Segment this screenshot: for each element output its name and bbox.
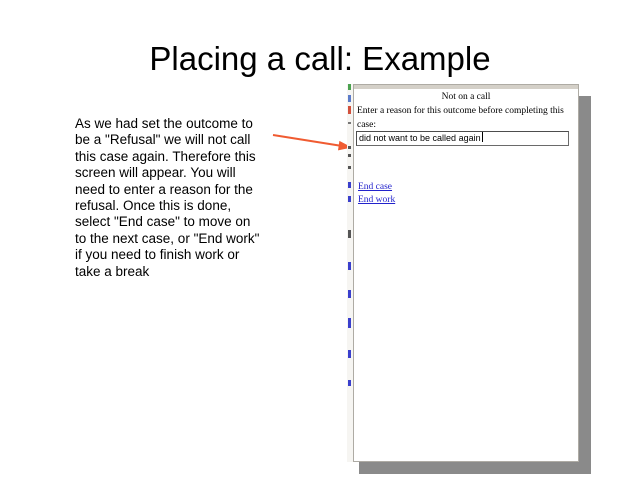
page-title: Placing a call: Example bbox=[149, 40, 491, 77]
dialog-panel bbox=[353, 84, 579, 462]
window-fragment bbox=[348, 106, 351, 114]
window-chrome-bar bbox=[354, 85, 578, 89]
body-paragraph: As we had set the outcome to be a "Refusal" we will not call this case again. Therefore this screen will appear. You will need to enter a reason for the refusal. Once this is done, select "End case" to move on to the next case, or "End work" if you need to finish work or take a break bbox=[75, 116, 260, 279]
window-fragment bbox=[348, 166, 351, 169]
arrow-line bbox=[273, 135, 339, 146]
window-fragment bbox=[348, 95, 351, 102]
window-fragment bbox=[348, 154, 351, 157]
reason-input-value: did not want to be called again bbox=[359, 133, 481, 143]
window-fragment bbox=[348, 146, 351, 149]
window-fragment bbox=[348, 122, 351, 124]
window-fragment bbox=[348, 290, 351, 298]
end-case-link[interactable]: End case bbox=[358, 182, 393, 192]
dialog-title: Not on a call bbox=[441, 92, 491, 102]
window-fragment bbox=[348, 182, 351, 188]
window-fragment bbox=[348, 262, 351, 270]
window-fragment bbox=[348, 230, 351, 238]
window-fragment bbox=[348, 196, 351, 202]
text-caret bbox=[482, 132, 483, 142]
screenshot-not-on-a-call bbox=[347, 84, 579, 462]
reason-input[interactable] bbox=[356, 131, 569, 146]
reason-prompt: Enter a reason for this outcome before completing this case: bbox=[357, 106, 564, 130]
window-fragment bbox=[348, 318, 351, 328]
end-work-link[interactable]: End work bbox=[358, 195, 396, 205]
window-fragment bbox=[348, 380, 351, 386]
arrow-annotation bbox=[270, 130, 358, 154]
window-fragment bbox=[348, 350, 351, 358]
window-fragment bbox=[348, 84, 351, 90]
